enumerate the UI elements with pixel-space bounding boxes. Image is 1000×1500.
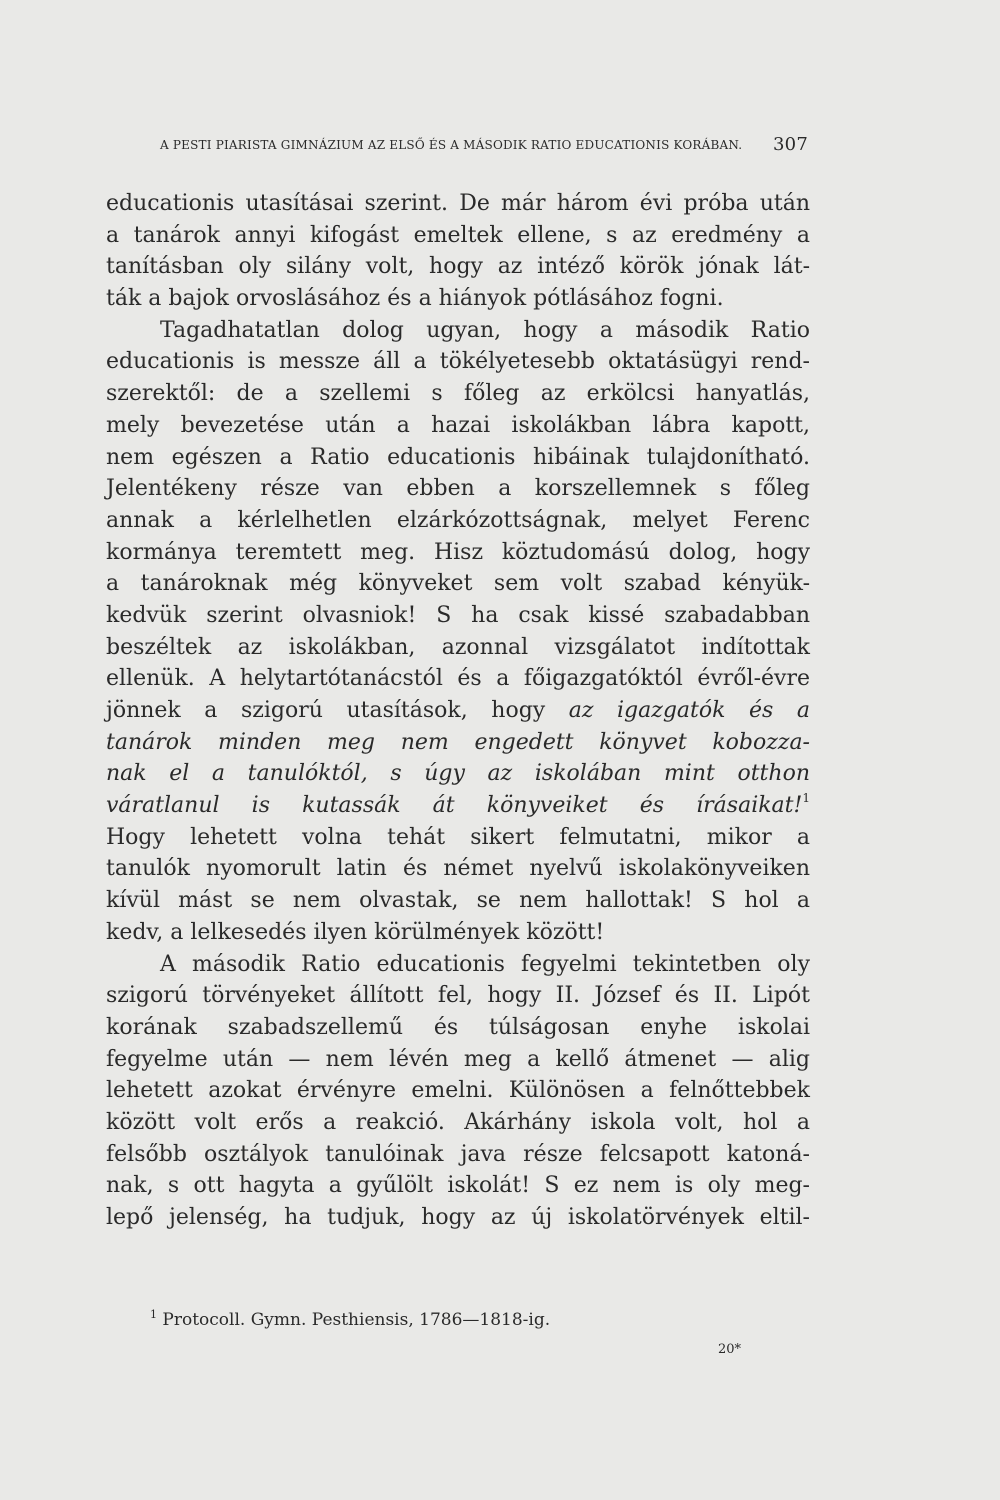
text-line: annak a kérlelhetlen elzárkózottságnak, melyet Ferenc — [106, 507, 810, 533]
page-number: 307 — [773, 134, 808, 155]
italic-line — [106, 727, 810, 759]
text-line: nem egészen a Ratio educationis hibáinak tulajdonítható. — [106, 444, 810, 470]
body-text — [106, 188, 810, 1234]
text-line: a tanárok annyi kifogást emeltek ellene, s az eredmény a — [106, 222, 810, 248]
text-line: a tanároknak még könyveket sem volt szabad kényük- — [106, 571, 810, 597]
text-line: között volt erős a reakció. Akárhány iskola volt, hol a — [106, 1109, 810, 1135]
text-line: Hogy lehetett volna tehát sikert felmutatni, mikor a — [106, 824, 810, 850]
text-line: lehetett azokat érvényre emelni. Különösen a felnőttebbek — [106, 1078, 810, 1104]
text-line: ellenük. A helytartótanácstól és a főigazgatóktól évről-évre — [106, 666, 810, 692]
signature-mark: 20* — [718, 1342, 742, 1357]
italic-segment: tanárok minden meg nem engedett könyvet kobozza- — [106, 729, 810, 755]
text-line-mixed — [106, 695, 810, 727]
text-line: lepő jelenség, ha tudjuk, hogy az új iskolatörvények eltil- — [106, 1205, 810, 1230]
footnote — [150, 1310, 550, 1330]
text-line: educationis is messze áll a tökélyetesebb oktatásügyi rend- — [106, 349, 810, 375]
text-line: fegyelme után — nem lévén meg a kellő átmenet — alig — [106, 1046, 810, 1072]
text-line: A második Ratio educationis fegyelmi tekintetben oly — [160, 951, 810, 977]
text-segment: jönnek a szigorú utasítások, hogy — [106, 698, 569, 723]
text-line: mely bevezetése után a hazai iskolákban lábra kapott, — [106, 412, 810, 438]
text-line: felsőbb osztályok tanulóinak java része felcsapott katoná- — [106, 1141, 810, 1167]
text-line: kívül mást se nem olvastak, se nem hallottak! S hol a — [106, 888, 810, 914]
running-head-title: A PESTI PIARISTA GIMNÁZIUM AZ ELSŐ ÉS A MÁSODIK RATIO EDUCATIONIS KORÁBAN. — [160, 138, 743, 152]
text-line: nak, s ott hagyta a gyűlölt iskolát! S ez nem is oly meg- — [106, 1173, 810, 1199]
text-line: Jelentékeny része van ebben a korszellemnek s főleg — [106, 476, 810, 502]
text-line: Tagadhatatlan dolog ugyan, hogy a második Ratio — [160, 317, 810, 343]
footnote-reference: 1 — [802, 791, 810, 806]
italic-segment: az igazgatók és a — [568, 698, 810, 723]
italic-line — [106, 790, 810, 822]
text-line: kedv, a lelkesedés ilyen körülmények között! — [106, 919, 605, 945]
italic-line — [106, 758, 810, 790]
text-line: tanulók nyomorult latin és német nyelvű iskolakönyveiken — [106, 856, 810, 882]
text-line: beszéltek az iskolákban, azonnal vizsgálatot indítottak — [106, 634, 810, 660]
text-line: szigorú törvényeket állított fel, hogy II. József és II. Lipót — [106, 983, 810, 1009]
text-line: educationis utasításai szerint. De már három évi próba után — [106, 191, 810, 216]
text-line: tanításban oly silány volt, hogy az intéző körök jónak lát- — [106, 254, 810, 280]
text-line: szerektől: de a szellemi s főleg az erkölcsi hanyatlás, — [106, 381, 810, 407]
text-line: korának szabadszellemű és túlságosan enyhe iskolai — [106, 1014, 810, 1040]
italic-segment: váratlanul is kutassák át könyveiket és írásaikat! — [106, 793, 803, 819]
text-line: kormánya teremtett meg. Hisz köztudomású dolog, hogy — [106, 539, 810, 565]
footnote-marker: 1 — [150, 1308, 157, 1321]
footnote-text: Protocoll. Gymn. Pesthiensis, 1786—1818-ig. — [157, 1310, 551, 1330]
text-line: ták a bajok orvoslásához és a hiányok pótlásához fogni. — [106, 286, 724, 312]
italic-segment: nak el a tanulóktól, s úgy az iskolában mint otthon — [106, 761, 810, 787]
text-line: kedvük szerint olvasniok! S ha csak kissé szabadabban — [106, 602, 810, 628]
